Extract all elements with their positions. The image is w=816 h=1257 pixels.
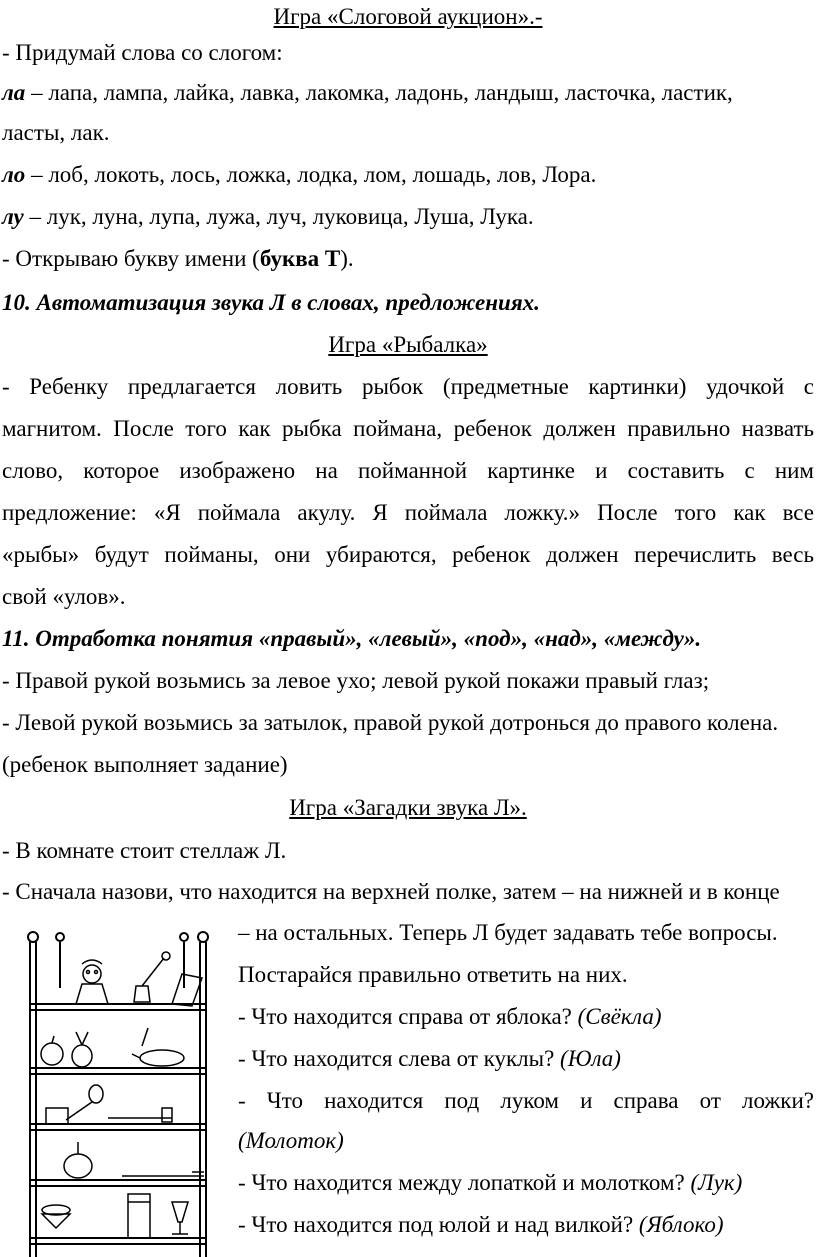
riddles-intro-2: - Сначала назови, что находится на верхней полке, затем – на нижней и в конце — [2, 879, 780, 904]
syllable-lu-line — [2, 202, 816, 232]
fishing-p2: магнитом. После того как рыбка поймана, ребенок должен правильно назвать — [2, 416, 814, 441]
doll-icon — [76, 960, 108, 1004]
syllable-la-line — [2, 78, 816, 108]
syllable-lo: ло — [2, 162, 26, 187]
book-icon — [172, 974, 202, 1006]
answer-2: (Юла) — [560, 1046, 621, 1071]
riddles-intro-3: – на остальных. Теперь Л будет задавать тебе вопросы. — [238, 920, 778, 945]
la-words-cont: ласты, лак. — [2, 120, 110, 145]
question-4: - Что находится между лопаткой и молотком? (Лук) — [238, 1170, 743, 1195]
spoon-icon — [46, 1085, 103, 1124]
question-5: - Что находится под юлой и над вилкой? (Яблоко) — [238, 1212, 724, 1237]
fishing-p4: предложение: «Я поймала акулу. Я поймала ложку.» После того как все — [2, 500, 814, 525]
shelf-illustration — [12, 928, 224, 1257]
game-title-auction: Игра «Слоговой аукцион».- — [273, 4, 543, 29]
syllable-lo-line — [2, 160, 816, 190]
fork-icon — [122, 1172, 204, 1180]
game-title-riddles: Игра «Загадки звука Л». — [289, 795, 527, 820]
spinning-top-icon — [42, 1205, 70, 1228]
fishing-p3: слово, которое изображено на пойманной картинке и составить с ним — [2, 458, 814, 483]
auction-intro: - Придумай слова со слогом: — [2, 40, 283, 65]
syllable-la: ла — [2, 80, 26, 105]
box-icon — [128, 1194, 150, 1238]
letter-t: буква Т — [259, 246, 341, 271]
shovel-icon — [134, 952, 170, 1002]
zucchini-icon — [132, 1028, 184, 1066]
lu-words: – лук, луна, лупа, лужа, луч, луковица, Луша, Лука. — [23, 204, 534, 229]
riddles-intro-1: - В комнате стоит стеллаж Л. — [2, 838, 287, 863]
open-letter-line: - Открываю букву имени (буква Т). — [2, 246, 354, 271]
section-11-heading: 11. Отработка понятия «правый», «левый», «под», «над», «между». — [2, 626, 702, 651]
answer-3: (Молоток) — [238, 1128, 344, 1153]
question-3: - Что находится под луком и справа от ложки? — [238, 1088, 814, 1113]
answer-4: (Лук) — [690, 1170, 743, 1195]
question-1: - Что находится справа от яблока? (Свёкла) — [238, 1004, 662, 1029]
syllable-lu: лу — [2, 204, 24, 229]
instruction-note: (ребенок выполняет задание) — [2, 752, 288, 777]
question-2: - Что находится слева от куклы? (Юла) — [238, 1046, 621, 1071]
section-10-heading: 10. Автоматизация звука Л в словах, предложениях. — [2, 290, 540, 315]
la-words: – лапа, лампа, лайка, лавка, лакомка, ладонь, ландыш, ласточка, ластик, — [25, 80, 733, 105]
riddles-intro-4: Постарайся правильно ответить на них. — [238, 962, 628, 987]
onion-icon — [64, 1142, 92, 1178]
fishing-p5: «рыбы» будут пойманы, они убираются, ребенок должен перечислить весь — [2, 542, 814, 567]
glass-icon — [172, 1202, 188, 1234]
answer-1: (Свёкла) — [577, 1004, 662, 1029]
hammer-icon — [108, 1108, 172, 1122]
answer-5: (Яблоко) — [638, 1212, 724, 1237]
fishing-p1: - Ребенку предлагается ловить рыбок (предметные картинки) удочкой с — [2, 374, 814, 399]
lo-words: – лоб, локоть, лось, ложка, лодка, лом, лошадь, лов, Лора. — [25, 162, 597, 187]
beet-icon — [72, 1032, 92, 1067]
game-title-fishing: Игра «Рыбалка» — [328, 332, 488, 357]
apple-icon — [41, 1036, 63, 1065]
fishing-p6: свой «улов». — [2, 584, 126, 609]
instruction-2: - Левой рукой возьмись за затылок, правой рукой дотронься до правого колена. — [2, 710, 779, 735]
instruction-1: - Правой рукой возьмись за левое ухо; левой рукой покажи правый глаз; — [2, 668, 710, 693]
